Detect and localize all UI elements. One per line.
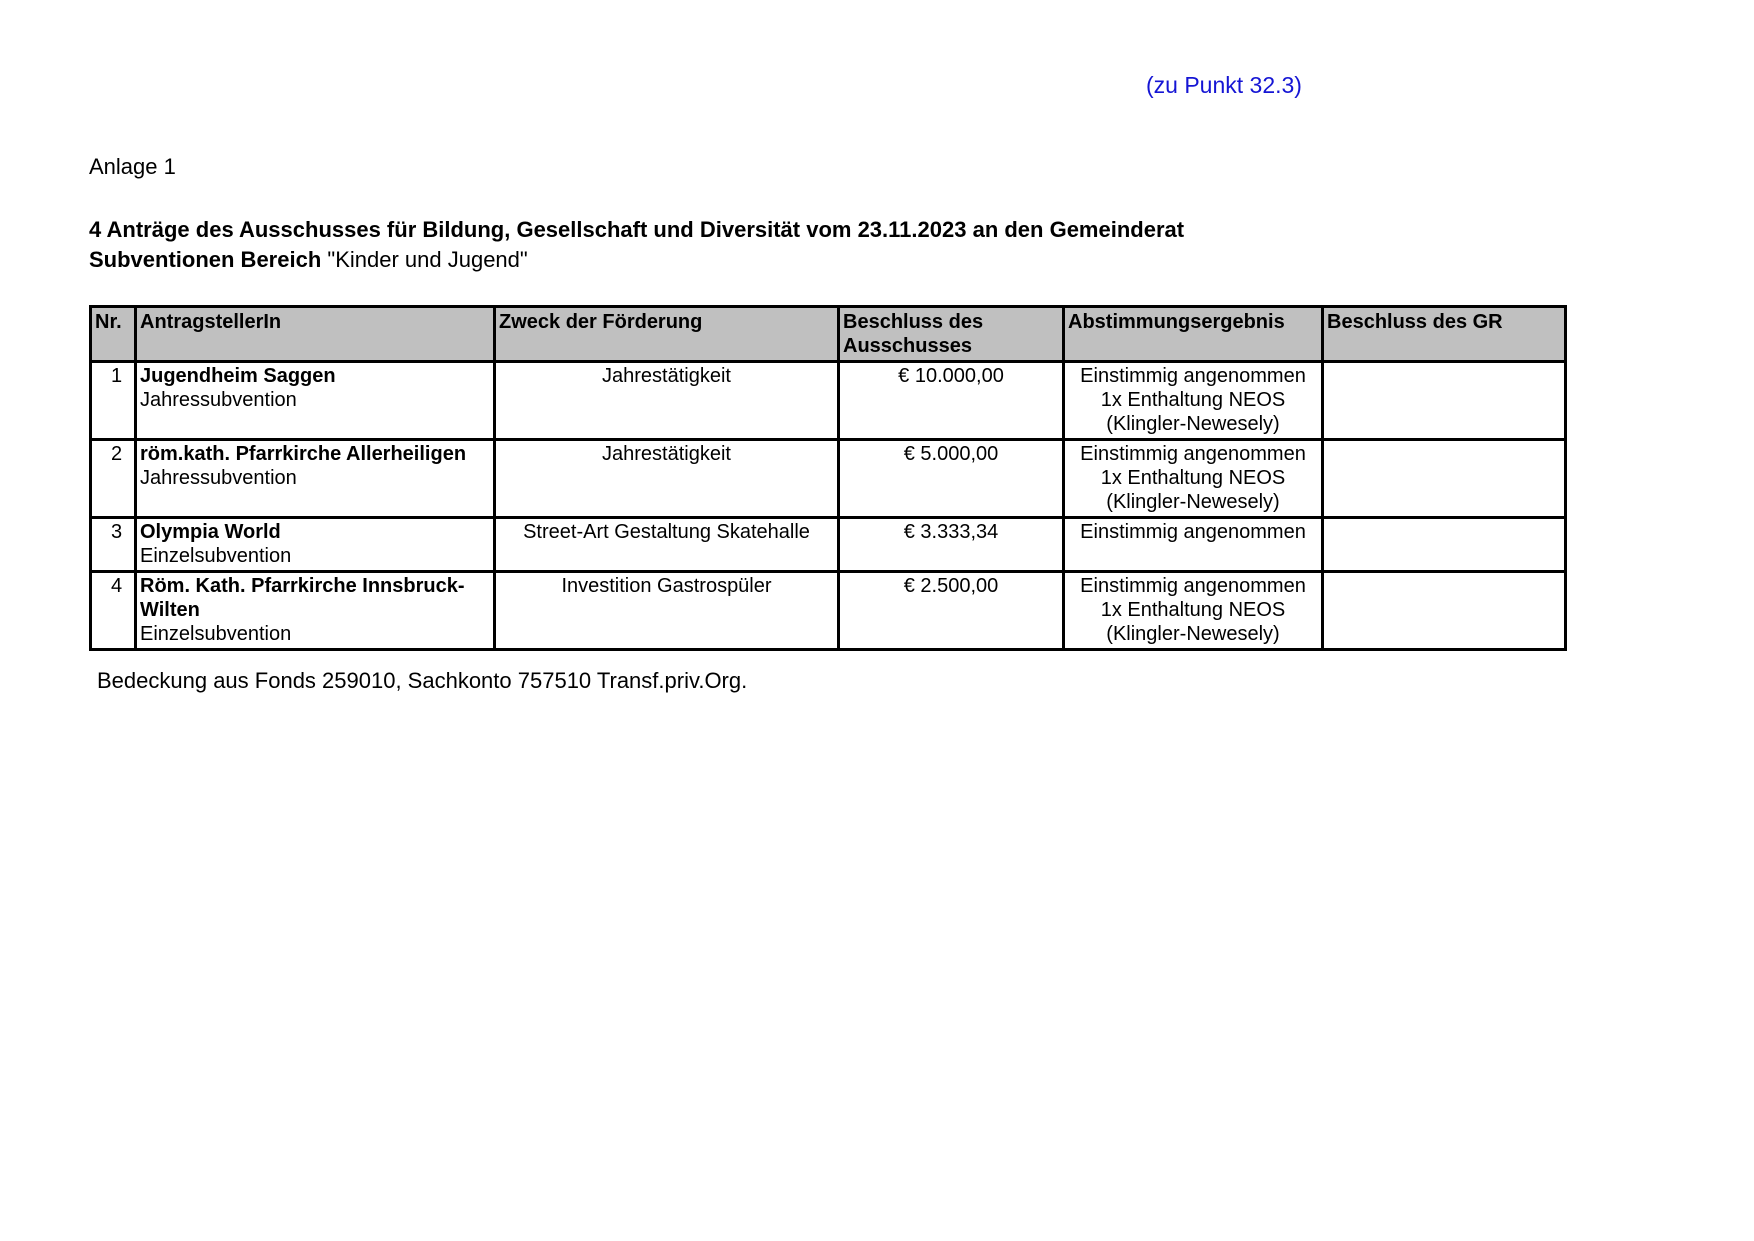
vote-line: Einstimmig angenommen xyxy=(1080,365,1306,387)
heading-title: 4 Anträge des Ausschusses für Bildung, Gesellschaft und Diversität vom 23.11.2023 an den Gemeinderat xyxy=(89,217,1185,242)
annex-label: Anlage 1 xyxy=(89,154,176,179)
header-applicant: AntragstellerIn xyxy=(136,307,495,362)
heading-subtitle xyxy=(89,245,1184,275)
row-nr: 2 xyxy=(91,440,136,518)
subsidy-type: Einzelsubvention xyxy=(140,623,292,645)
applicant-name: Olympia World xyxy=(140,521,281,543)
row-applicant xyxy=(136,518,495,572)
row-purpose: Investition Gastrospüler xyxy=(495,572,839,650)
row-council-decision xyxy=(1323,572,1566,650)
vote-line: (Klingler-Newesely) xyxy=(1106,413,1280,435)
subsidy-type: Jahressubvention xyxy=(140,467,297,489)
vote-line: Einstimmig angenommen xyxy=(1080,521,1306,543)
row-applicant xyxy=(136,572,495,650)
header-decision-committee: Beschluss des Ausschusses xyxy=(839,307,1064,362)
document-heading xyxy=(89,215,1184,275)
row-amount: € 3.333,34 xyxy=(839,518,1064,572)
subsidy-table xyxy=(89,305,1567,651)
applicant-name: Röm. Kath. Pfarrkirche Innsbruck-Wilten xyxy=(140,575,465,621)
row-amount: € 10.000,00 xyxy=(839,362,1064,440)
header-decision-council: Beschluss des GR xyxy=(1323,307,1566,362)
table-row xyxy=(91,518,1566,572)
vote-line: 1x Enthaltung NEOS xyxy=(1100,599,1286,621)
row-council-decision xyxy=(1323,362,1566,440)
funding-note: Bedeckung aus Fonds 259010, Sachkonto 757510 Transf.priv.Org. xyxy=(97,668,748,693)
row-council-decision xyxy=(1323,518,1566,572)
row-nr: 4 xyxy=(91,572,136,650)
subsidy-type: Jahressubvention xyxy=(140,389,297,411)
vote-line: 1x Enthaltung NEOS xyxy=(1100,389,1286,411)
row-vote-result xyxy=(1064,440,1323,518)
row-amount: € 5.000,00 xyxy=(839,440,1064,518)
row-amount: € 2.500,00 xyxy=(839,572,1064,650)
row-purpose: Jahrestätigkeit xyxy=(495,440,839,518)
header-nr: Nr. xyxy=(91,307,136,362)
row-purpose: Jahrestätigkeit xyxy=(495,362,839,440)
row-council-decision xyxy=(1323,440,1566,518)
table-row xyxy=(91,440,1566,518)
vote-line: (Klingler-Newesely) xyxy=(1106,491,1280,513)
header-purpose: Zweck der Förderung xyxy=(495,307,839,362)
table-header-row xyxy=(91,307,1566,362)
row-applicant xyxy=(136,362,495,440)
applicant-name: röm.kath. Pfarrkirche Allerheiligen xyxy=(140,443,467,465)
row-vote-result xyxy=(1064,362,1323,440)
subsidy-type: Einzelsubvention xyxy=(140,545,292,567)
vote-line: (Klingler-Newesely) xyxy=(1106,623,1280,645)
vote-line: Einstimmig angenommen xyxy=(1080,575,1306,597)
vote-line: 1x Enthaltung NEOS xyxy=(1100,467,1286,489)
row-applicant xyxy=(136,440,495,518)
heading-subtitle-bold: Subventionen Bereich xyxy=(89,247,322,272)
row-vote-result xyxy=(1064,518,1323,572)
row-vote-result xyxy=(1064,572,1323,650)
row-purpose: Street-Art Gestaltung Skatehalle xyxy=(495,518,839,572)
row-nr: 1 xyxy=(91,362,136,440)
table-row xyxy=(91,572,1566,650)
header-vote-result: Abstimmungsergebnis xyxy=(1064,307,1323,362)
row-nr: 3 xyxy=(91,518,136,572)
table-row xyxy=(91,362,1566,440)
vote-line: Einstimmig angenommen xyxy=(1080,443,1306,465)
heading-subtitle-rest: "Kinder und Jugend" xyxy=(321,247,528,272)
applicant-name: Jugendheim Saggen xyxy=(140,365,336,387)
agenda-reference: (zu Punkt 32.3) xyxy=(1146,72,1302,98)
